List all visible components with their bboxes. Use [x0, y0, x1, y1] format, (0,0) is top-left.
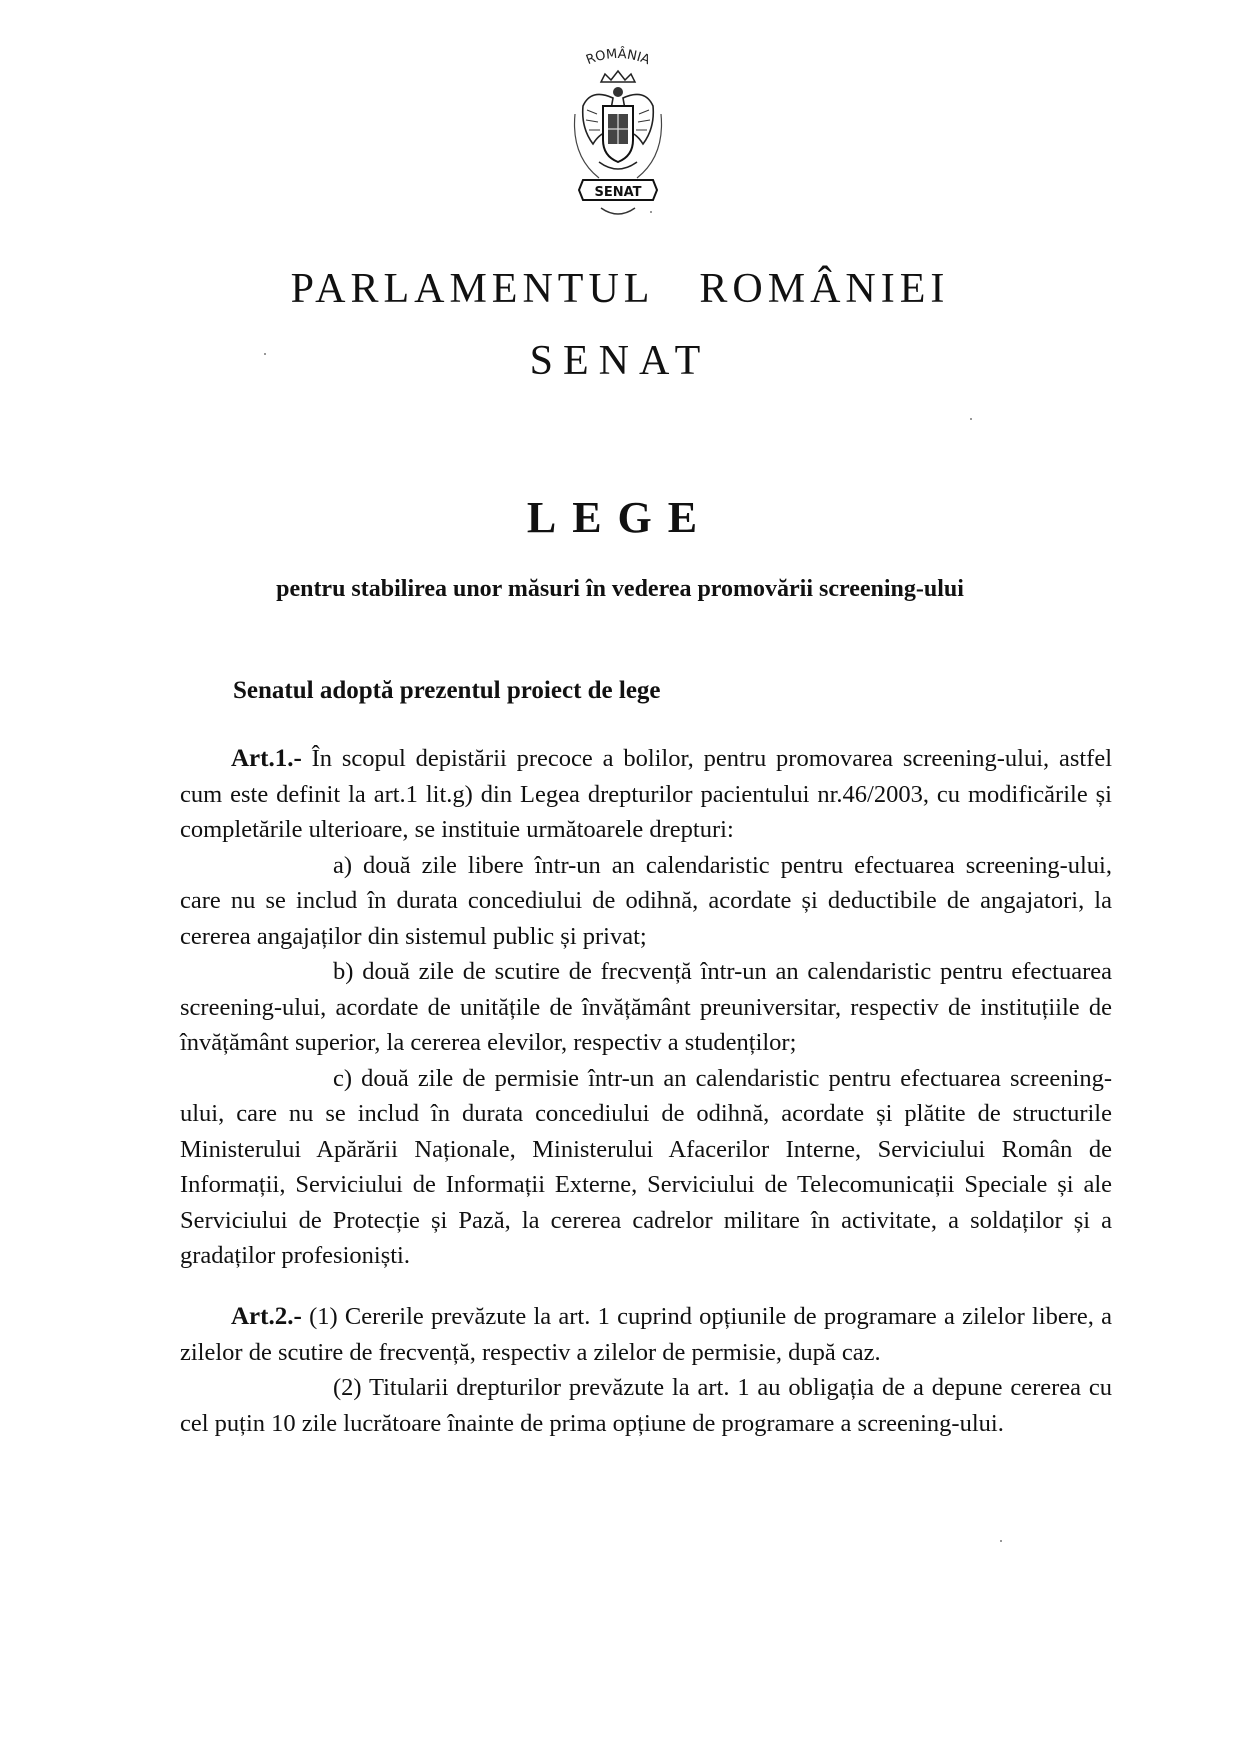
document-subtitle: pentru stabilirea unor măsuri în vederea promovării screening-ului — [276, 576, 964, 602]
article-2-paragraph-1 — [180, 1299, 1112, 1370]
senate-emblem — [553, 44, 683, 234]
article-1-item-b: b) două zile de scutire de frecvență într-un an calendaristic pentru efectuarea screening-ului, acordate de unitățile de învățământ preuniversitar, respectiv de instituțiile de învățământ superior, la cererea elevilor, respectiv a studenților; — [180, 958, 1112, 1056]
article-1-intro-text: În scopul depistării precoce a bolilor, pentru promovarea screening-ului, astfel cum este definit la art.1 lit.g) din Legea drepturilor pacientului nr.46/2003, cu modificările și completările ulterioare, se instituie următoarele drepturi: — [180, 745, 1112, 843]
article-2-paragraph-2: (2) Titularii drepturilor prevăzute la art. 1 au obligația de a depune cererea cu cel puțin 10 zile lucrătoare înainte de prima opțiune de programare a screening-ului. — [180, 1374, 1112, 1437]
scan-speck — [650, 211, 652, 213]
coat-of-arms-icon — [553, 44, 683, 234]
parliament-title: PARLAMENTUL ROMÂNIEI — [290, 266, 950, 312]
scan-speck — [970, 418, 972, 420]
article-1-item-a: a) două zile libere într-un an calendaristic pentru efectuarea screening-ului, care nu se includ în durata concediului de odihnă, acordate și deductibile de angajatori, la cererea angajaților din sistemul public și privat; — [180, 851, 1112, 950]
svg-text:ROMÂNIA: ROMÂNIA — [584, 46, 652, 69]
article-1-intro — [180, 741, 1112, 848]
article-1 — [180, 741, 1112, 1274]
svg-text:SENAT: SENAT — [594, 185, 642, 200]
scan-speck — [1000, 1540, 1002, 1542]
article-2-label: Art.2.- — [231, 1303, 302, 1330]
article-1-item-c: c) două zile de permisie într-un an calendaristic pentru efectuarea screening-ului, care nu se includ în durata concediului de odihnă, acordate și plătite de structurile Ministerului Apărării Naționale, Ministerului Afacerilor Interne, Serviciului Român de Informații, Serviciului de Informații Externe, Serviciului de Telecomunicații Speciale și ale Serviciului de Protecție și Pază, la cererea cadrelor militare în activitate, a soldaților și a gradaților profesioniști. — [180, 1064, 1112, 1269]
article-2 — [180, 1299, 1112, 1441]
article-1-label: Art.1.- — [231, 745, 302, 772]
article-2-intro-text: (1) Cererile prevăzute la art. 1 cuprind opțiunile de programare a zilelor libere, a zilelor de scutire de frecvență, respectiv a zilelor de permisie, după caz. — [180, 1303, 1113, 1366]
adoption-line: Senatul adoptă prezentul proiect de lege — [233, 677, 661, 704]
senate-title: SENAT — [529, 338, 711, 384]
document-type: LEGE — [526, 493, 714, 542]
scan-speck — [264, 353, 266, 355]
